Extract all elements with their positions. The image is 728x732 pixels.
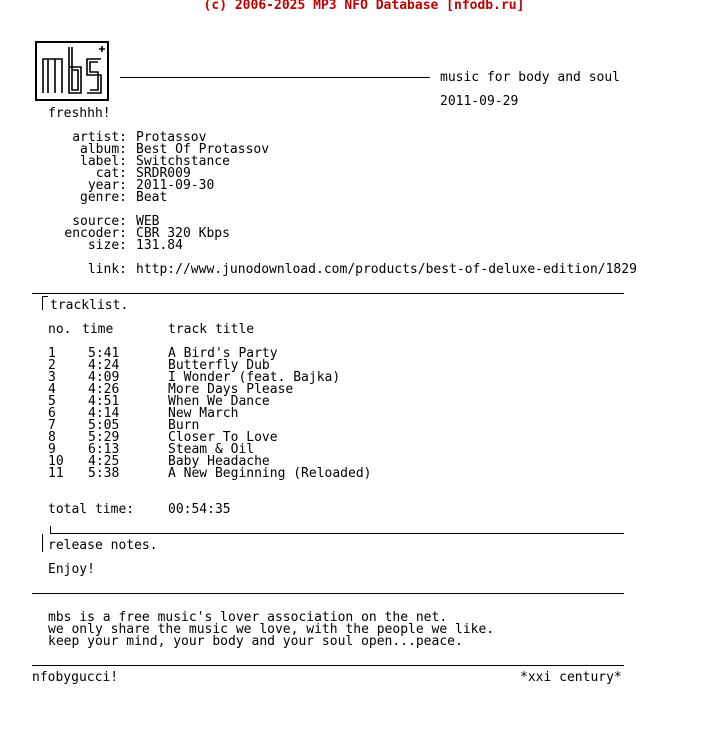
track-title: I Wonder (feat. Bajka) (168, 370, 341, 385)
source-value: WEB (136, 214, 160, 229)
cat-value: SRDR009 (136, 166, 191, 181)
encoder-value: CBR 320 Kbps (136, 226, 230, 241)
track-title: Burn (168, 418, 200, 433)
about-line: mbs is a free music's lover association on the net. (48, 610, 448, 625)
track-no: 4 (48, 382, 56, 397)
track-no: 3 (48, 370, 56, 385)
track-title: Butterfly Dub (168, 358, 270, 373)
track-no: 1 (48, 346, 56, 361)
tagline: music for body and soul (440, 70, 621, 85)
track-time: 5:05 (88, 418, 120, 433)
track-title: A New Beginning (Reloaded) (168, 466, 372, 481)
track-no: 11 (48, 466, 64, 481)
footer-rule (32, 665, 624, 666)
genre-value: Beat (136, 190, 168, 205)
track-title: Baby Headache (168, 454, 270, 469)
track-time: 4:26 (88, 382, 120, 397)
track-time: 4:51 (88, 394, 120, 409)
size-value: 131.84 (136, 238, 183, 253)
footer-left: nfobygucci! (32, 670, 119, 685)
total-time-label: total time: (48, 502, 135, 517)
track-time: 4:14 (88, 406, 120, 421)
track-title: When We Dance (168, 394, 270, 409)
track-time: 6:13 (88, 442, 120, 457)
about-line: keep your mind, your body and your soul open...peace. (48, 634, 463, 649)
track-no: 9 (48, 442, 56, 457)
year-value: 2011-09-30 (136, 178, 215, 193)
link-label: link: (87, 262, 127, 277)
track-title: More Days Please (168, 382, 294, 397)
tracklist-bracket (42, 296, 43, 310)
artist-value: Protassov (136, 130, 207, 145)
track-title: Steam & Oil (168, 442, 255, 457)
artist-label: artist: (72, 130, 127, 145)
col-time-header: time (82, 322, 114, 337)
track-time: 4:24 (88, 358, 120, 373)
track-title: Closer To Love (168, 430, 278, 445)
track-no: 8 (48, 430, 56, 445)
notes-rule (50, 533, 624, 534)
label-label: label: (80, 154, 127, 169)
cat-label: cat: (95, 166, 127, 181)
album-label: album: (80, 142, 127, 157)
release-notes-text: Enjoy! (48, 562, 95, 577)
size-label: size: (87, 238, 127, 253)
track-time: 4:09 (88, 370, 120, 385)
track-title: A Bird's Party (168, 346, 278, 361)
total-time-value: 00:54:35 (168, 502, 231, 517)
track-no: 6 (48, 406, 56, 421)
track-time: 5:38 (88, 466, 120, 481)
footer-right: *xxi century* (520, 670, 622, 685)
album-value: Best Of Protassov (136, 142, 270, 157)
release-notes-heading: release notes. (48, 538, 158, 553)
track-no: 10 (48, 454, 64, 469)
col-title-header: track title (168, 322, 255, 337)
encoder-label: encoder: (64, 226, 127, 241)
about-rule (32, 593, 624, 594)
link-url[interactable]: http://www.junodownload.com/products/best-of-deluxe-edition/1829 (136, 262, 637, 277)
release-date: 2011-09-29 (440, 94, 519, 109)
intro-text: freshhh! (48, 106, 111, 121)
year-label: year: (87, 178, 127, 193)
track-title: New March (168, 406, 239, 421)
track-no: 5 (48, 394, 56, 409)
tracklist-heading: tracklist. (50, 298, 129, 313)
notes-bracket (42, 534, 43, 552)
track-time: 4:25 (88, 454, 120, 469)
track-time: 5:29 (88, 430, 120, 445)
track-time: 5:41 (88, 346, 120, 361)
tracklist-bracket-top (42, 296, 48, 297)
mbs-logo (35, 41, 109, 101)
source-label: source: (72, 214, 127, 229)
about-line: we only share the music we love, with the people we like. (48, 622, 495, 637)
site-header: (c) 2006-2025 MP3 NFO Database [nfodb.ru] (203, 0, 525, 13)
label-value: Switchstance (136, 154, 230, 169)
header-rule (120, 77, 430, 78)
track-no: 2 (48, 358, 56, 373)
tracklist-rule (32, 293, 624, 294)
track-no: 7 (48, 418, 56, 433)
genre-label: genre: (80, 190, 127, 205)
col-no-header: no. (48, 322, 72, 337)
